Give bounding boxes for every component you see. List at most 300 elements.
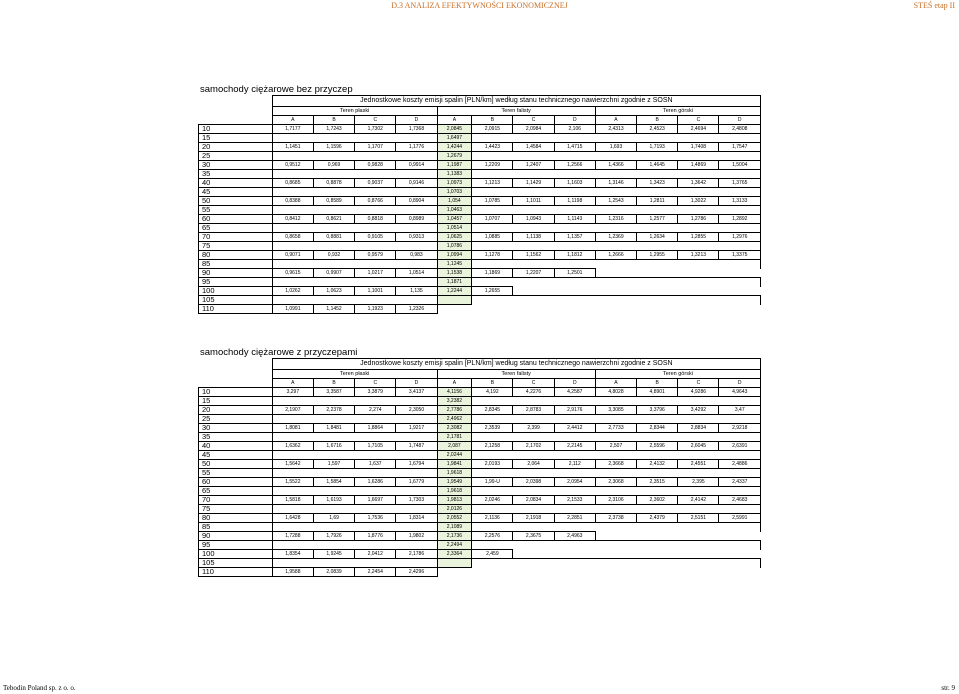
- speed-label: 95: [199, 278, 273, 287]
- speed-label: 15: [199, 134, 273, 143]
- value-cell: 1,637: [355, 460, 396, 469]
- value-cell: [513, 305, 554, 314]
- value-cell: 0,9579: [355, 251, 396, 260]
- value-cell: 2,0398: [513, 478, 554, 487]
- value-cell: 2,7733: [595, 424, 636, 433]
- value-cell: 2,2145: [554, 442, 595, 451]
- speed-label: 40: [199, 442, 273, 451]
- condition-class-header: D: [554, 379, 595, 388]
- value-cell: 2,3675: [513, 532, 554, 541]
- speed-label: 35: [199, 170, 273, 179]
- value-cell: [678, 305, 719, 314]
- value-cell: 2,6391: [719, 442, 761, 451]
- terrain-group-header: Teren falisty: [437, 107, 595, 116]
- table-row: [199, 442, 761, 451]
- value-cell: [637, 550, 678, 559]
- value-cell: 1,5854: [313, 478, 354, 487]
- value-cell: 1,1707: [355, 143, 396, 152]
- table-row: [199, 170, 761, 179]
- value-cell: 2,064: [513, 460, 554, 469]
- table-row: [199, 550, 761, 559]
- table-row: [199, 559, 761, 568]
- value-cell: 1,2666: [595, 251, 636, 260]
- condition-class-header: B: [637, 379, 678, 388]
- value-cell: 2,2576: [472, 532, 513, 541]
- value-cell: 1,9549: [437, 478, 472, 487]
- value-cell: 2,1136: [472, 514, 513, 523]
- value-cell: 2,4142: [678, 496, 719, 505]
- terrain-group-header: Teren płaski: [272, 107, 437, 116]
- value-cell: 4,2276: [513, 388, 554, 397]
- speed-label: 55: [199, 469, 273, 478]
- speed-label: 100: [199, 550, 273, 559]
- table-row: [199, 296, 761, 305]
- speed-label: 35: [199, 433, 273, 442]
- value-cell: 1,2369: [595, 233, 636, 242]
- table-2-title: samochody ciężarowe z przyczepami: [200, 347, 358, 358]
- value-cell: 0,8589: [313, 197, 354, 206]
- value-cell: 1,7536: [355, 514, 396, 523]
- table-row: [199, 397, 761, 406]
- terrain-group-header: Teren płaski: [272, 370, 437, 379]
- value-cell: 0,8766: [355, 197, 396, 206]
- value-cell: 1,1603: [554, 179, 595, 188]
- value-cell: 1,0463: [437, 206, 472, 215]
- value-cell: 1,1869: [472, 269, 513, 278]
- condition-class-header: C: [513, 379, 554, 388]
- speed-label: 20: [199, 406, 273, 415]
- value-cell: 2,3050: [396, 406, 437, 415]
- value-cell: 1,0991: [272, 305, 313, 314]
- speed-label: 110: [199, 568, 273, 577]
- value-cell: 1,2543: [595, 197, 636, 206]
- condition-class-header: A: [272, 379, 313, 388]
- value-cell: 2,0839: [313, 568, 354, 577]
- value-cell: 0,9914: [396, 161, 437, 170]
- table-row: [199, 134, 761, 143]
- value-cell: [637, 305, 678, 314]
- value-cell: 1,6794: [396, 460, 437, 469]
- value-cell: 1,4715: [554, 143, 595, 152]
- emissions-table-trucks-without-trailers: [198, 95, 761, 314]
- value-cell: 2,0193: [472, 460, 513, 469]
- value-cell: 2,2454: [355, 568, 396, 577]
- value-cell: 2,4523: [637, 125, 678, 134]
- value-cell: 2,0954: [554, 478, 595, 487]
- value-cell: [678, 287, 719, 296]
- value-cell: 0,8621: [313, 215, 354, 224]
- table-row: [199, 188, 761, 197]
- table-row: [199, 424, 761, 433]
- condition-class-header: C: [513, 116, 554, 125]
- value-cell: 2,8834: [678, 424, 719, 433]
- value-cell: 4,8028: [595, 388, 636, 397]
- value-cell: 1,7177: [272, 125, 313, 134]
- value-cell: 0,9037: [355, 179, 396, 188]
- condition-class-header: D: [396, 379, 437, 388]
- speed-label: 70: [199, 233, 273, 242]
- value-cell: 2,0834: [513, 496, 554, 505]
- value-cell: 1,2679: [437, 152, 472, 161]
- value-cell: 1,4244: [437, 143, 472, 152]
- value-cell: 1,3146: [595, 179, 636, 188]
- speed-label: 60: [199, 215, 273, 224]
- value-cell: 2,3515: [637, 478, 678, 487]
- value-cell: [719, 550, 761, 559]
- value-cell: 1,7303: [396, 496, 437, 505]
- value-cell: 2,4296: [396, 568, 437, 577]
- value-cell: [678, 269, 719, 278]
- value-cell: [637, 269, 678, 278]
- value-cell: 0,9907: [313, 269, 354, 278]
- value-cell: 1,3642: [678, 179, 719, 188]
- value-cell: 1,2501: [554, 269, 595, 278]
- speed-label: 50: [199, 460, 273, 469]
- value-cell: [719, 269, 761, 278]
- value-cell: 1,1245: [437, 260, 472, 269]
- value-cell: 2,0246: [472, 496, 513, 505]
- value-cell: 2,5991: [719, 514, 761, 523]
- value-cell: 1,9841: [437, 460, 472, 469]
- value-cell: 1,9588: [272, 568, 313, 577]
- value-cell: 1,6362: [272, 442, 313, 451]
- value-cell: [719, 287, 761, 296]
- value-cell: 1,9813: [437, 496, 472, 505]
- value-cell: 1,2326: [396, 305, 437, 314]
- value-cell: [678, 550, 719, 559]
- value-cell: 1,2976: [719, 233, 761, 242]
- table-row: [199, 406, 761, 415]
- value-cell: 1,5522: [272, 478, 313, 487]
- speed-label: 10: [199, 388, 273, 397]
- value-cell: 1,6497: [437, 134, 472, 143]
- value-cell: 1,0262: [272, 287, 313, 296]
- value-cell: [595, 269, 636, 278]
- speed-label: 80: [199, 514, 273, 523]
- value-cell: [719, 305, 761, 314]
- value-cell: 2,3364: [437, 550, 472, 559]
- value-cell: 1,3375: [719, 251, 761, 260]
- value-cell: 2,9176: [554, 406, 595, 415]
- value-cell: 2,0126: [437, 505, 472, 514]
- value-cell: 2,4694: [678, 125, 719, 134]
- table-row: [199, 251, 761, 260]
- value-cell: 1,6697: [355, 496, 396, 505]
- condition-class-header: D: [719, 379, 761, 388]
- condition-class-header: A: [595, 379, 636, 388]
- value-cell: 4,9286: [678, 388, 719, 397]
- value-cell: 1,2855: [678, 233, 719, 242]
- speed-label: 110: [199, 305, 273, 314]
- value-cell: 1,0786: [437, 242, 472, 251]
- value-cell: 0,8685: [272, 179, 313, 188]
- speed-label: 55: [199, 206, 273, 215]
- value-cell: 2,4808: [719, 125, 761, 134]
- value-cell: 1,3765: [719, 179, 761, 188]
- value-cell: 2,2378: [313, 406, 354, 415]
- value-cell: 2,1786: [396, 550, 437, 559]
- value-cell: 3,3796: [637, 406, 678, 415]
- table-row: [199, 433, 761, 442]
- value-cell: 2,3539: [472, 424, 513, 433]
- value-cell: 2,3082: [437, 424, 472, 433]
- value-cell: 3,3879: [355, 388, 396, 397]
- value-cell: 0,8881: [313, 233, 354, 242]
- value-cell: 1,2811: [637, 197, 678, 206]
- value-cell: 1,7243: [313, 125, 354, 134]
- value-cell: [595, 532, 636, 541]
- value-cell: [595, 287, 636, 296]
- value-cell: 1,69: [313, 514, 354, 523]
- table-row: [199, 415, 761, 424]
- table-row: [199, 125, 761, 134]
- terrain-group-header: Teren falisty: [437, 370, 595, 379]
- speed-label: 60: [199, 478, 273, 487]
- table-row: [199, 478, 761, 487]
- table-row: [199, 523, 761, 532]
- value-cell: 2,4313: [595, 125, 636, 134]
- value-cell: 2,4132: [637, 460, 678, 469]
- value-cell: 0,9828: [355, 161, 396, 170]
- speed-label: 65: [199, 224, 273, 233]
- page-header: [0, 0, 959, 10]
- value-cell: 1,1812: [554, 251, 595, 260]
- value-cell: 2,0244: [437, 451, 472, 460]
- value-cell: 1,5642: [272, 460, 313, 469]
- value-cell: [595, 550, 636, 559]
- value-cell: 1,1562: [513, 251, 554, 260]
- speed-label: 105: [199, 296, 273, 305]
- value-cell: 1,2786: [678, 215, 719, 224]
- value-cell: 1,7408: [678, 143, 719, 152]
- speed-label: 105: [199, 559, 273, 568]
- table-row: [199, 568, 761, 577]
- value-cell: 1,0457: [437, 215, 472, 224]
- speed-label: 90: [199, 269, 273, 278]
- value-cell: 3,2382: [437, 397, 472, 406]
- value-cell: 1,1538: [437, 269, 472, 278]
- value-cell: 4,8901: [637, 388, 678, 397]
- value-cell: 2,5596: [637, 442, 678, 451]
- value-cell: 1,1987: [437, 161, 472, 170]
- value-cell: 2,1258: [472, 442, 513, 451]
- value-cell: 2,2851: [554, 514, 595, 523]
- speed-label: 65: [199, 487, 273, 496]
- value-cell: 3,4292: [678, 406, 719, 415]
- value-cell: 2,1089: [437, 523, 472, 532]
- value-cell: 1,7105: [355, 442, 396, 451]
- table-row: [199, 305, 761, 314]
- value-cell: 2,4962: [437, 415, 472, 424]
- value-cell: 1,1213: [472, 179, 513, 188]
- value-cell: 1,4584: [513, 143, 554, 152]
- value-cell: 4,9643: [719, 388, 761, 397]
- value-cell: 0,9146: [396, 179, 437, 188]
- value-cell: 1,1923: [355, 305, 396, 314]
- value-cell: 1,7193: [637, 143, 678, 152]
- value-cell: 1,0885: [472, 233, 513, 242]
- value-cell: [437, 296, 472, 305]
- table-row: [199, 161, 761, 170]
- value-cell: 0,8989: [396, 215, 437, 224]
- speed-label: 95: [199, 541, 273, 550]
- value-cell: 1,7547: [719, 143, 761, 152]
- value-cell: 1,6193: [313, 496, 354, 505]
- speed-label: 90: [199, 532, 273, 541]
- value-cell: 1,1001: [355, 287, 396, 296]
- value-cell: 2,8345: [472, 406, 513, 415]
- table-row: [199, 269, 761, 278]
- value-cell: [595, 568, 636, 577]
- speed-label: 40: [199, 179, 273, 188]
- value-cell: 1,2955: [637, 251, 678, 260]
- value-cell: 1,0217: [355, 269, 396, 278]
- value-cell: 2,106: [554, 125, 595, 134]
- value-cell: 2,4886: [719, 460, 761, 469]
- value-cell: 1,9802: [396, 532, 437, 541]
- value-cell: 1,8314: [396, 514, 437, 523]
- value-cell: 1,1278: [472, 251, 513, 260]
- condition-class-header: D: [719, 116, 761, 125]
- value-cell: 1,7368: [396, 125, 437, 134]
- speed-label: 25: [199, 415, 273, 424]
- value-cell: 1,8354: [272, 550, 313, 559]
- value-cell: 1,3213: [678, 251, 719, 260]
- value-cell: [513, 550, 554, 559]
- table-row: [199, 496, 761, 505]
- value-cell: 1,9245: [313, 550, 354, 559]
- table-row: [199, 233, 761, 242]
- value-cell: 4,1156: [437, 388, 472, 397]
- value-cell: 2,4337: [719, 478, 761, 487]
- value-cell: 0,8412: [272, 215, 313, 224]
- value-cell: [637, 568, 678, 577]
- value-cell: 1,0973: [437, 179, 472, 188]
- value-cell: [437, 305, 472, 314]
- company-footer: Tebodin Poland sp. z o. o.: [3, 684, 76, 692]
- value-cell: 3,4137: [396, 388, 437, 397]
- condition-class-header: C: [678, 379, 719, 388]
- value-cell: 1,1429: [513, 179, 554, 188]
- value-cell: 1,0625: [437, 233, 472, 242]
- value-cell: 1,1143: [554, 215, 595, 224]
- value-cell: 1,6286: [355, 478, 396, 487]
- value-cell: 2,6045: [678, 442, 719, 451]
- value-cell: 2,1533: [554, 496, 595, 505]
- value-cell: 2,0984: [513, 125, 554, 134]
- value-cell: 4,2587: [554, 388, 595, 397]
- value-cell: 1,0943: [513, 215, 554, 224]
- value-cell: 0,9105: [355, 233, 396, 242]
- table-row: [199, 460, 761, 469]
- value-cell: 2,9218: [719, 424, 761, 433]
- value-cell: 1,054: [437, 197, 472, 206]
- value-cell: 2,274: [355, 406, 396, 415]
- document-stage-label: STEŚ etap II: [913, 1, 955, 10]
- value-cell: 2,1736: [437, 532, 472, 541]
- value-cell: 1,5004: [719, 161, 761, 170]
- value-cell: 1,2209: [472, 161, 513, 170]
- table-caption: Jednostkowe koszty emisji spalin [PLN/km] według stanu technicznego nawierzchni zgodnie z SOSN: [272, 359, 760, 370]
- value-cell: 1,2407: [513, 161, 554, 170]
- speed-label: 30: [199, 161, 273, 170]
- value-cell: 2,459: [472, 550, 513, 559]
- value-cell: 1,3022: [678, 197, 719, 206]
- speed-label: 15: [199, 397, 273, 406]
- condition-class-header: A: [437, 116, 472, 125]
- value-cell: [719, 532, 761, 541]
- value-cell: 1,1871: [437, 278, 472, 287]
- value-cell: 2,3106: [595, 496, 636, 505]
- value-cell: 2,0845: [437, 125, 472, 134]
- value-cell: 1,6428: [272, 514, 313, 523]
- table-row: [199, 278, 761, 287]
- value-cell: 1,0514: [396, 269, 437, 278]
- condition-class-header: B: [472, 116, 513, 125]
- value-cell: 2,8783: [513, 406, 554, 415]
- value-cell: 2,4551: [678, 460, 719, 469]
- value-cell: [513, 287, 554, 296]
- value-cell: 1,1357: [554, 233, 595, 242]
- table-row: [199, 206, 761, 215]
- value-cell: 1,4645: [637, 161, 678, 170]
- value-cell: 1,2244: [437, 287, 472, 296]
- value-cell: 2,2494: [437, 541, 472, 550]
- speed-label: 80: [199, 251, 273, 260]
- table-row: [199, 541, 761, 550]
- speed-label: 25: [199, 152, 273, 161]
- table-row: [199, 505, 761, 514]
- value-cell: [513, 568, 554, 577]
- value-cell: 2,1918: [513, 514, 554, 523]
- table-row: [199, 260, 761, 269]
- condition-class-header: D: [396, 116, 437, 125]
- value-cell: 2,3738: [595, 514, 636, 523]
- value-cell: 0,9512: [272, 161, 313, 170]
- value-cell: 1,5818: [272, 496, 313, 505]
- value-cell: [637, 287, 678, 296]
- value-cell: 1,2634: [637, 233, 678, 242]
- value-cell: 2,7786: [437, 406, 472, 415]
- value-cell: 1,1451: [272, 143, 313, 152]
- value-cell: 3,3587: [313, 388, 354, 397]
- value-cell: 2,507: [595, 442, 636, 451]
- value-cell: 2,4379: [637, 514, 678, 523]
- value-cell: 1,1452: [313, 305, 354, 314]
- speed-label: 30: [199, 424, 273, 433]
- value-cell: 2,4412: [554, 424, 595, 433]
- value-cell: 1,7926: [313, 532, 354, 541]
- table-row: [199, 514, 761, 523]
- value-cell: 1,6779: [396, 478, 437, 487]
- value-cell: 2,4963: [554, 532, 595, 541]
- value-cell: 1,2207: [513, 269, 554, 278]
- value-cell: [554, 550, 595, 559]
- value-cell: 1,4366: [595, 161, 636, 170]
- value-cell: 0,9615: [272, 269, 313, 278]
- speed-label: 75: [199, 505, 273, 514]
- speed-label: 10: [199, 125, 273, 134]
- value-cell: 1,8864: [355, 424, 396, 433]
- value-cell: 2,395: [678, 478, 719, 487]
- table-row: [199, 487, 761, 496]
- table-row: [199, 388, 761, 397]
- table-row: [199, 179, 761, 188]
- condition-class-header: C: [678, 116, 719, 125]
- value-cell: 1,9618: [437, 487, 472, 496]
- value-cell: [678, 532, 719, 541]
- value-cell: 2,0552: [437, 514, 472, 523]
